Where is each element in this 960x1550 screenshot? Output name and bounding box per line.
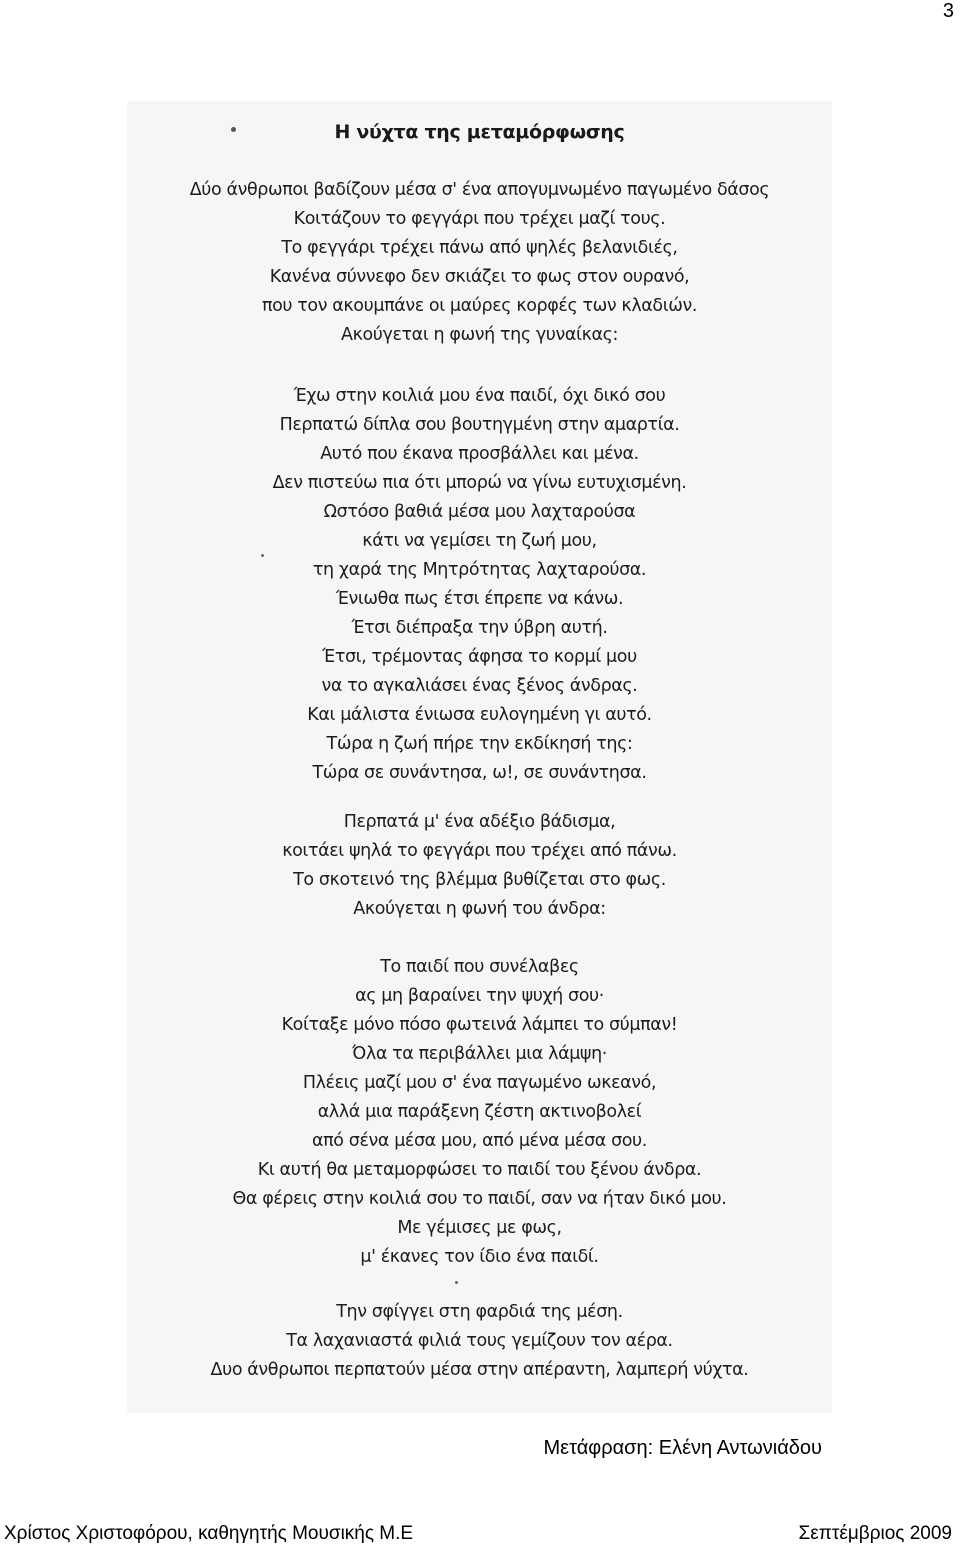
poem-line: Δύο άνθρωποι βαδίζουν μέσα σ' ένα απογυμνωμένο παγωμένο δάσος [189, 180, 770, 200]
poem-line: Ακούγεται η φωνή της γυναίκας: [341, 325, 618, 345]
poem-line: Ωστόσο βαθιά μέσα μου λαχταρούσα [323, 502, 636, 522]
poem-line: Κοίταξε μόνο πόσο φωτεινά λάμπει το σύμπαν! [281, 1015, 678, 1035]
poem-line: κοιτάει ψηλά το φεγγάρι που τρέχει από πάνω. [282, 841, 677, 861]
poem-line: Την σφίγγει στη φαρδιά της μέση. [336, 1302, 623, 1322]
footer-author: Χρίστος Χριστοφόρου, καθηγητής Μουσικής Μ.Ε [4, 1523, 414, 1544]
poem-line: από σένα μέσα μου, από μένα μέσα σου. [312, 1131, 647, 1151]
poem-line: Έχω στην κοιλιά μου ένα παιδί, όχι δικό σου [293, 386, 666, 406]
poem-line: Τώρα σε συνάντησα, ω!, σε συνάντησα. [312, 763, 647, 783]
poem-line: Ακούγεται η φωνή του άνδρα: [353, 899, 606, 919]
poem-line: Όλα τα περιβάλλει μια λάμψη· [352, 1044, 607, 1064]
poem-title: Η νύχτα της μεταμόρφωσης [334, 121, 625, 143]
poem-line: να το αγκαλιάσει ένας ξένος άνδρας. [321, 676, 638, 696]
poem-line: Και μάλιστα ένιωσα ευλογημένη γι αυτό. [307, 705, 652, 725]
poem-line: Κι αυτή θα μεταμορφώσει το παιδί του ξένου άνδρα. [257, 1160, 702, 1180]
poem-line: Με γέμισες με φως, [397, 1218, 562, 1238]
poem-line: Περπατά μ' ένα αδέξιο βάδισμα, [343, 812, 616, 832]
translator-credit: Μετάφραση: Ελένη Αντωνιάδου [543, 1437, 822, 1459]
poem-line: Ένιωθα πως έτσι έπρεπε να κάνω. [335, 589, 624, 609]
poem-line: Κοιτάζουν το φεγγάρι που τρέχει μαζί τους. [293, 209, 666, 229]
poem-line: τη χαρά της Μητρότητας λαχταρούσα. [312, 560, 647, 580]
poem-line: Θα φέρεις στην κοιλιά σου το παιδί, σαν να ήταν δικό μου. [232, 1189, 727, 1209]
poem-line: Τα λαχανιαστά φιλιά τους γεμίζουν τον αέρα. [286, 1331, 673, 1351]
page-number: 3 [942, 0, 954, 22]
poem-line: Κανένα σύννεφο δεν σκιάζει το φως στον ουρανό, [269, 267, 690, 287]
poem-line: Το παιδί που συνέλαβες [380, 957, 579, 977]
poem-line: Δεν πιστεύω πια ότι μπορώ να γίνω ευτυχισμένη. [272, 473, 687, 493]
footer-date: Σεπτέμβριος 2009 [798, 1523, 952, 1544]
stray-dot-mark [455, 1281, 458, 1284]
poem-line: που τον ακουμπάνε οι μαύρες κορφές των κλαδιών. [261, 296, 698, 316]
poem-line: Δυο άνθρωποι περπατούν μέσα στην απέραντη, λαμπερή νύχτα. [210, 1360, 749, 1380]
poem-line: κάτι να γεμίσει τη ζωή μου, [362, 531, 597, 551]
poem-line: Πλέεις μαζί μου σ' ένα παγωμένο ωκεανό, [302, 1073, 657, 1093]
stray-dot-mark [261, 554, 264, 557]
poem-line: Περπατώ δίπλα σου βουτηγμένη στην αμαρτία. [279, 415, 680, 435]
poem-line: μ' έκανες τον ίδιο ένα παιδί. [360, 1247, 599, 1267]
scanned-poem-image [127, 101, 832, 1413]
poem-stanza-1 [127, 176, 832, 350]
poem-line: Το σκοτεινό της βλέμμα βυθίζεται στο φως. [293, 870, 666, 890]
poem-stanza-3 [127, 808, 832, 924]
poem-line: Αυτό που έκανα προσβάλλει και μένα. [320, 444, 639, 464]
poem-line: Το φεγγάρι τρέχει πάνω από ψηλές βελανιδιές, [281, 238, 678, 258]
poem-line: αλλά μια παράξενη ζέστη ακτινοβολεί [317, 1102, 642, 1122]
poem-line: Έτσι διέπραξα την ύβρη αυτή. [351, 618, 608, 638]
poem-stanza-2 [127, 382, 832, 788]
poem-stanza-4 [127, 953, 832, 1272]
poem-stanza-5 [127, 1298, 832, 1385]
poem-line: Τώρα η ζωή πήρε την εκδίκησή της: [326, 734, 633, 754]
poem-line: ας μη βαραίνει την ψυχή σου· [355, 986, 604, 1006]
poem-line: Έτσι, τρέμοντας άφησα το κορμί μου [322, 647, 637, 667]
